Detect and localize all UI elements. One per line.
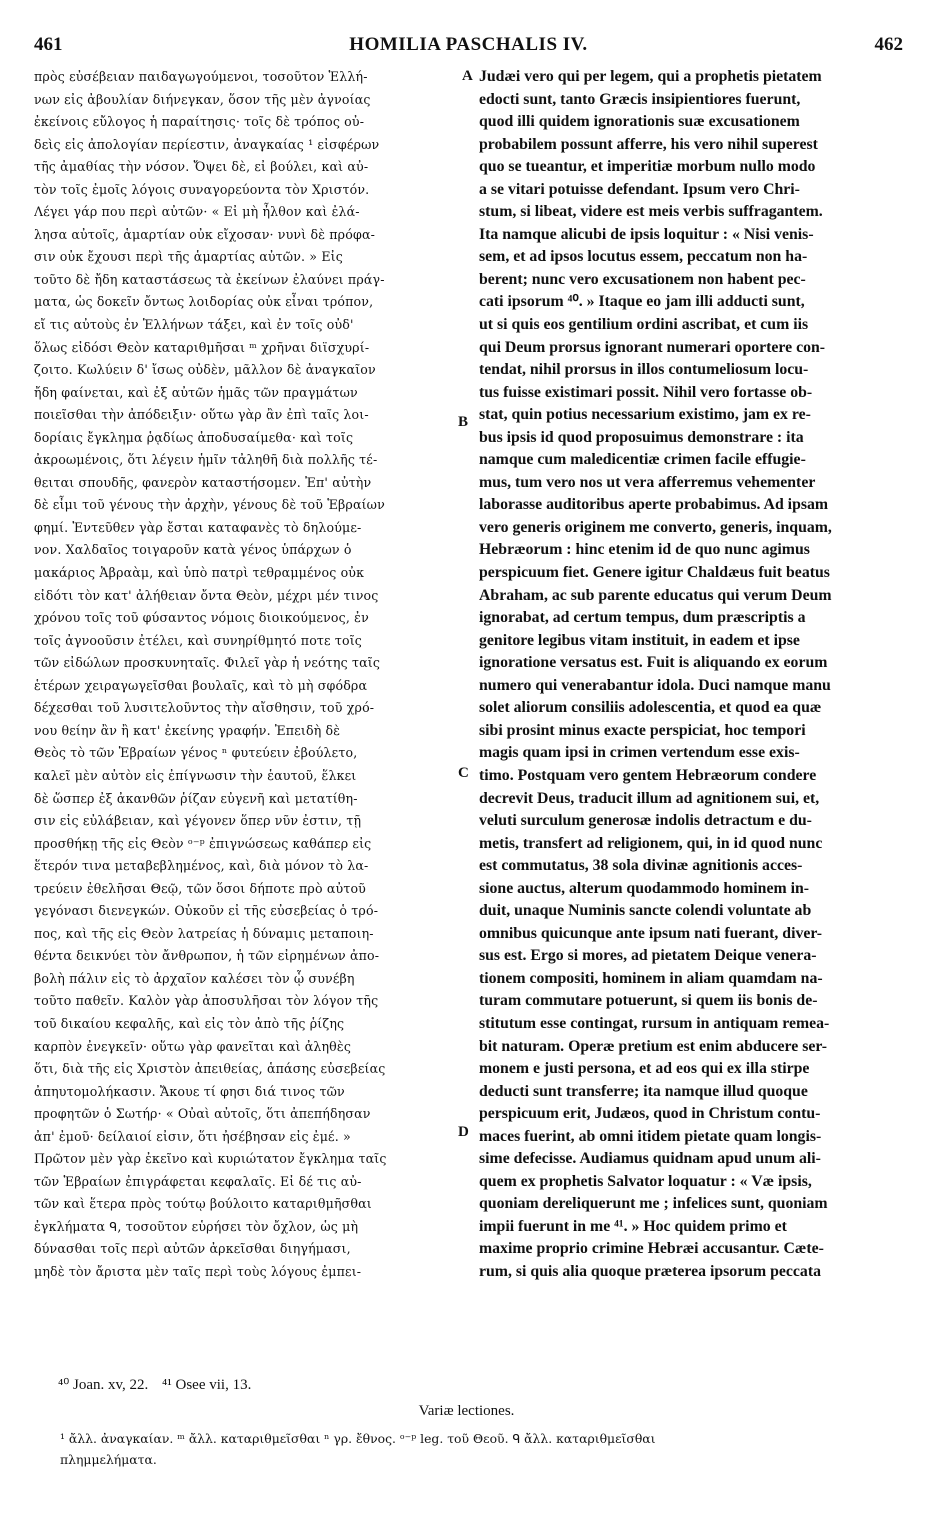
greek-text-line: ματα, ὡς δοκεῖν ὄντως λοιδορίας οὐκ εἶναι τρόπον, (34, 294, 374, 310)
latin-text-column (479, 66, 903, 1284)
latin-text-line: a se vitari potuisse defendant. Ipsum vero Chri- (479, 180, 800, 198)
greek-text-line: καρπὸν ἐνεγκεῖν· οὕτω γὰρ φανεῖται καὶ ἀληθὲς (34, 1038, 352, 1054)
greek-text-line: προφητῶν ὁ Σωτήρ· « Οὐαὶ αὐτοῖς, ὅτι ἀπεπήδησαν (34, 1106, 371, 1122)
greek-text-line: Πρῶτον μὲν γὰρ ἐκεῖνο καὶ κυριώτατον ἔγκλημα ταῖς (34, 1151, 387, 1167)
greek-text-line: τῶν εἰδώλων προσκυνηταῖς. Φιλεῖ γὰρ ἡ νεότης ταῖς (34, 655, 381, 671)
greek-text-line: δὲ ὥσπερ ἐξ ἀκανθῶν ῥίζαν εὐγενῆ καὶ μετατίθη- (34, 790, 358, 806)
latin-text-line: Hebræorum : hinc etenim id de quo nunc agimus (479, 541, 810, 559)
greek-text-line: προσθήκῃ τῆς εἰς Θεὸν ᵒ⁻ᵖ ἐπιγνώσεως καθάπερ εἰς (34, 835, 372, 851)
greek-text-line: τρεύειν ἐθελῆσαι Θεῷ, τῶν ὅσοι δήποτε πρὸ αὐτοῦ (34, 880, 366, 896)
greek-text-line: νον. Χαλδαῖος τοιγαροῦν κατὰ γένος ὑπάρχων ὁ (34, 542, 352, 558)
greek-text-line: θέντα δεικνύει τὸν ἄνθρωπον, ἡ τῶν εἰρημένων ἀπο- (34, 948, 380, 964)
latin-text-line: perspicuum fiet. Genere igitur Chaldæus fuit beatus (479, 564, 830, 582)
latin-text-line: quoniam dereliquerunt me ; infelices sunt, quoniam (479, 1195, 828, 1213)
latin-text-line: sus est. Ergo si mores, ad pietatem Deique venera- (479, 947, 817, 965)
latin-text-line: probabilem possunt afferre, his vero nihil superest (479, 135, 818, 153)
greek-text-line: τοῦ δικαίου κεφαλῆς, καὶ εἰς τὸν ἀπὸ τῆς ῥίζης (34, 1015, 345, 1031)
latin-text-line: sibi prosint minus exacte perspiciat, hoc tempori (479, 721, 806, 739)
running-title: HOMILIA PASCHALIS IV. (349, 34, 588, 55)
greek-text-line: ἀκροωμένοις, ὅτι λέγειν ἡμῖν τἀληθῆ διὰ πολλῆς τέ- (34, 452, 378, 468)
greek-text-line: ἀπ' ἐμοῦ· δείλαιοί εἰσιν, ὅτι ἠσέβησαν εἰς ἐμέ. » (34, 1128, 351, 1144)
greek-text-line: πος, καὶ τῆς εἰς Θεὸν λατρείας ἡ δύναμις μεταποιη- (34, 925, 374, 941)
greek-text-line: σιν εἰς εὐλάβειαν, καὶ γέγονεν ὅπερ νῦν ἐστιν, τῇ (34, 813, 362, 829)
greek-text-line: τῆς ἀμαθίας τὴν νόσον. Ὄψει δὲ, εἰ βούλει, καὶ αὐ- (34, 159, 369, 175)
greek-text-line: εἴ τις αὐτοὺς ἐν Ἑλλήνων τάξει, καὶ ἐν τοῖς οὐδ' (34, 317, 354, 333)
latin-text-line: sem, et ad ipsos locutus essem, peccatum non ha- (479, 248, 808, 266)
latin-text-line: magis quam ipsi in crimen vertendum esse exis- (479, 744, 800, 762)
latin-text-line: est commutatus, 38 sola divinæ agnitionis acces- (479, 857, 803, 875)
latin-text-line: Ita namque alicubi de ipsis loquitur : « Nisi venis- (479, 225, 814, 243)
greek-text-line: ἕτερόν τινα μεταβεβλημένος, καὶ, διὰ μόνον τὸ λα- (34, 858, 369, 874)
latin-text-line: metis, transfert ad religionem, qui, in id quod nunc (479, 834, 823, 852)
latin-text-line: deducti sunt transferre; ita namque illud quoque (479, 1082, 808, 1100)
section-marker-c: C (458, 765, 469, 781)
latin-text-line: edocti sunt, tanto Græcis insipientiores fuerunt, (479, 90, 801, 108)
footnote-41: ⁴¹ Osee vii, 13. (162, 1377, 252, 1393)
latin-text-line: veluti surculum generosæ indolis detractum e du- (479, 812, 812, 830)
greek-text-line: δὲ εἶμι τοῦ γένους τὴν ἀρχὴν, γένους δὲ τοῦ Ἑβραίων (34, 497, 385, 513)
latin-text-line: rum, si quis alia quoque præterea ipsorum peccata (479, 1262, 821, 1280)
greek-text-line: λησα αὐτοῖς, ἁμαρτίαν οὐκ εἴχοσαν· νυνὶ δὲ πρόφα- (34, 226, 375, 242)
latin-text-line: turam commutare potuerunt, si quem iis bonis de- (479, 992, 818, 1010)
greek-text-line: πρὸς εὐσέβειαν παιδαγωγούμενοι, τοσοῦτον Ἑλλή- (34, 69, 368, 84)
latin-text-line: qui Deum prorsus ignorant numerari oportere con- (479, 338, 826, 356)
greek-text-line: ὅλως εἰδόσι Θεὸν καταριθμῆσαι ᵐ χρῆναι διϊσχυρί- (34, 339, 370, 355)
greek-text-line: ζοιτο. Κωλύειν δ' ἴσως οὐδὲν, μᾶλλον δὲ ἀναγκαῖον (34, 362, 376, 378)
greek-text-line: τὸν τοῖς ἐμοῖς λόγοις συναγορεύοντα τὸν Χριστόν. (34, 181, 370, 197)
latin-text-line: cati ipsorum ⁴⁰. » Itaque eo jam illi adducti sunt, (479, 293, 805, 311)
greek-text-column (34, 66, 464, 1284)
latin-text-line: sime defecisse. Audiamus quidnam apud unum ali- (479, 1150, 821, 1168)
latin-text-line: ut si quis eos gentilium ordini ascribat, et cum iis (479, 316, 809, 334)
latin-text-line: ignorabat, ad certum tempus, dum præscriptis a (479, 609, 806, 627)
latin-text-line: numero qui venerabantur idola. Duci namque manu (479, 676, 831, 694)
latin-text-line: quod illi quidem ignorationis suæ excusationem (479, 113, 800, 131)
latin-text-line: laborasse auditoribus aperte probabimus. Ad ipsam (479, 496, 829, 514)
greek-text-line: Λέγει γάρ που περὶ αὐτῶν· « Εἰ μὴ ἦλθον καὶ ἐλά- (34, 204, 360, 220)
greek-text-line: τοῦτο δὲ ἤδη καταστάσεως τὰ ἐκείνων ἐλαύνει πράγ- (34, 271, 385, 287)
latin-text-line: omnibus quicunque ante ipsum nati fuerant, diver- (479, 924, 823, 942)
latin-text-line: tendat, nihil prorsus in illos contumeliosum locu- (479, 361, 809, 379)
section-marker-a: A (462, 68, 473, 84)
latin-text-line: Abraham, ac sub parente educatus qui verum Deum (479, 586, 832, 604)
greek-text-line: μακάριος Ἀβραὰμ, καὶ ὑπὸ πατρὶ τεθραμμένος οὐκ (34, 565, 365, 581)
greek-text-line: ὅτι, διὰ τῆς εἰς Χριστὸν ἀπειθείας, ἁπάσης εὐσεβείας (34, 1061, 386, 1077)
latin-text-line: vero generis originem me converto, generis, inquam, (479, 518, 832, 536)
latin-text-line: tionem compositi, hominem in aliam quamdam na- (479, 969, 823, 987)
greek-text-line: ἀπηυτομολήκασιν. Ἄκουε τί φησι διά τινος τῶν (34, 1083, 345, 1099)
greek-text-line: τῶν καὶ ἕτερα πρὸς τούτῳ βούλοιτο καταριθμῆσθαι (34, 1196, 372, 1212)
greek-text-line: δεὶς εἰς ἀπολογίαν περίεστιν, ἀναγκαίας ¹ εἰσφέρων (34, 136, 380, 152)
variae-lectiones (60, 1428, 900, 1470)
latin-text-line: impii fuerunt in me ⁴¹. » Hoc quidem primo et (479, 1217, 787, 1235)
latin-text-line: tus fuisse existimari possit. Nihil vero fortasse ob- (479, 383, 813, 401)
greek-text-line: ἤδη φαίνεται, καὶ ἐξ αὐτῶν ἡμᾶς τῶν πραγμάτων (34, 384, 358, 400)
greek-text-line: βολὴ πάλιν εἰς τὸ ἀρχαῖον καλέσει τὸν ᾧ συνέβη (34, 970, 355, 986)
greek-text-line: θειται σπουδῆς, φανερὸν καταστήσομεν. Ἐπ' αὐτὴν (34, 474, 372, 490)
greek-text-line: νου θείην ἂν ἢ κατ' ἐκείνης γραφήν. Ἐπειδὴ δὲ (34, 722, 341, 738)
section-marker-d: D (458, 1124, 469, 1140)
footnote-40: ⁴⁰ Joan. xv, 22. (58, 1377, 149, 1393)
latin-text-line: stitutum esse contingat, rursum in antiquam remea- (479, 1014, 830, 1032)
greek-text-line: ἐγκλήματα ᑫ, τοσοῦτον εὑρήσει τὸν ὄχλον, ὡς μὴ (34, 1218, 359, 1234)
variant-reading-line: ¹ ἄλλ. ἀναγκαίαν. ᵐ ἄλλ. καταριθμεῖσθαι ⁿ γρ. ἔθνος. ᵒ⁻ᵖ leg. τοῦ Θεοῦ. ᑫ ἄλλ. καταριθμεῖσθαι (60, 1431, 656, 1446)
latin-text-line: stum, si libeat, videre est meis verbis suffragantem. (479, 203, 823, 221)
latin-text-line: Judæi vero qui per legem, qui a prophetis pietatem (479, 68, 822, 85)
greek-text-line: ποιεῖσθαι τὴν ἀπόδειξιν· οὕτω γὰρ ἂν ἐπὶ ταῖς λοι- (34, 407, 369, 423)
latin-text-line: maxime proprio crimine Hebræi accusantur. Cæte- (479, 1240, 824, 1258)
greek-text-line: φημί. Ἐντεῦθεν γὰρ ἔσται καταφανὲς τὸ δηλούμε- (34, 519, 362, 535)
latin-text-line: duit, unaque Numinis sancte colendi voluntate ab (479, 902, 812, 920)
latin-text-line: stat, quin potius necessarium existimo, jam ex re- (479, 406, 811, 424)
latin-text-line: decrevit Deus, traducit illum ad agnitionem sui, et, (479, 789, 820, 807)
latin-text-line: berent; nunc vero excusationem non habent pec- (479, 270, 806, 288)
variae-lectiones-heading: Variæ lectiones. (418, 1403, 515, 1419)
greek-text-line: Θεὸς τὸ τῶν Ἑβραίων γένος ⁿ φυτεύειν ἐβούλετο, (34, 745, 358, 761)
greek-text-line: δύνασθαι τοῖς περὶ αὐτῶν ἀρκεῖσθαι διηγήμασι, (34, 1241, 351, 1257)
greek-text-line: τῶν Ἑβραίων ἐπιγράφεται κεφαλαῖς. Εἰ δέ τις αὐ- (34, 1173, 362, 1189)
greek-text-line: εἰδότι τὸν κατ' ἀλήθειαν ὄντα Θεὸν, μέχρι μέν τινος (34, 587, 379, 603)
latin-text-line: perspicuum erit, Judæos, quod in Christum contu- (479, 1105, 821, 1123)
latin-text-line: timo. Postquam vero gentem Hebræorum condere (479, 766, 817, 784)
latin-text-line: maces fuerint, ab omni itidem pietate quam longis- (479, 1127, 822, 1145)
greek-text-line: καλεῖ μὲν αὐτὸν εἰς ἐπίγνωσιν τὴν ἑαυτοῦ, ἕλκει (34, 767, 357, 783)
scripture-footnotes (58, 1375, 261, 1394)
section-marker-b: B (458, 414, 469, 430)
latin-text-line: quem ex prophetis Salvator loquatur : « Væ ipsis, (479, 1172, 812, 1190)
greek-text-line: σιν οὐκ ἔχουσι περὶ τῆς ἁμαρτίας αὐτῶν. » Εἰς (34, 249, 343, 265)
greek-text-line: μηδὲ τὸν ἄριστα μὲν ταῖς περὶ τοὺς λόγους ἐμπει- (34, 1263, 362, 1279)
latin-text-line: sione auctus, alterum quodammodo hominem in- (479, 879, 810, 897)
greek-text-line: τοῖς ἀγνοοῦσιν ἐτέλει, καὶ συνηρίθμητό ποτε τοῖς (34, 632, 363, 648)
greek-text-line: δέχεσθαι τοῦ λυσιτελοῦντος τὴν αἴσθησιν, τοῦ χρό- (34, 700, 375, 716)
page-number-left: 461 (34, 34, 63, 55)
latin-text-line: quo se tueantur, et imperitiæ morbum nullo modo (479, 158, 816, 176)
greek-text-line: νων εἰς ἀβουλίαν διήνεγκαν, ὅσον τῆς μὲν ἀγνοίας (34, 91, 371, 107)
latin-text-line: namque cum maledicentiæ crimen facile effugie- (479, 451, 806, 469)
latin-text-line: bus ipsis id quod proposuimus demonstrare : ita (479, 428, 804, 446)
greek-text-line: χρόνου τοῖς τοῦ φύσαντος νόμοις διοικούμενος, ἐν (34, 610, 369, 626)
greek-text-line: ἑτέρων χειραγωγεῖσθαι βουλαῖς, καὶ τὸ μὴ σφόδρα (34, 677, 368, 693)
page-number-right: 462 (874, 34, 903, 55)
greek-text-line: ἐκείνοις εὔλογος ἡ παραίτησις· τοῖς δὲ τρόπος οὐ- (34, 114, 365, 130)
latin-text-line: ignoratione versatus est. Fuit is aliquando ex eorum (479, 654, 828, 672)
greek-text-line: γεγόνασι διενεγκών. Οὐκοῦν εἰ τῆς εὐσεβείας ὁ τρό- (34, 903, 379, 919)
greek-text-line: δορίαις ἔγκλημα ῥᾳδίως ἀποδυσαίμεθα· καὶ τοῖς (34, 429, 354, 445)
running-header (34, 34, 903, 58)
variant-reading-line: πλημμελήματα. (60, 1452, 157, 1467)
latin-text-line: mus, tum vero nos ut vera afferremus vehementer (479, 473, 816, 491)
latin-text-line: bit naturam. Operæ pretium est enim abducere ser- (479, 1037, 828, 1055)
greek-text-line: τοῦτο παθεῖν. Καλὸν γὰρ ἀποσυλῆσαι τὸν λόγον τῆς (34, 993, 379, 1009)
latin-text-line: genitore legibus vitam instituit, in eadem et ipse (479, 631, 800, 649)
latin-text-line: monem e justi persona, et ad eos qui ex illa stirpe (479, 1060, 810, 1078)
latin-text-line: solet aliorum consiliis adolescentia, et quod ea quæ (479, 699, 822, 717)
